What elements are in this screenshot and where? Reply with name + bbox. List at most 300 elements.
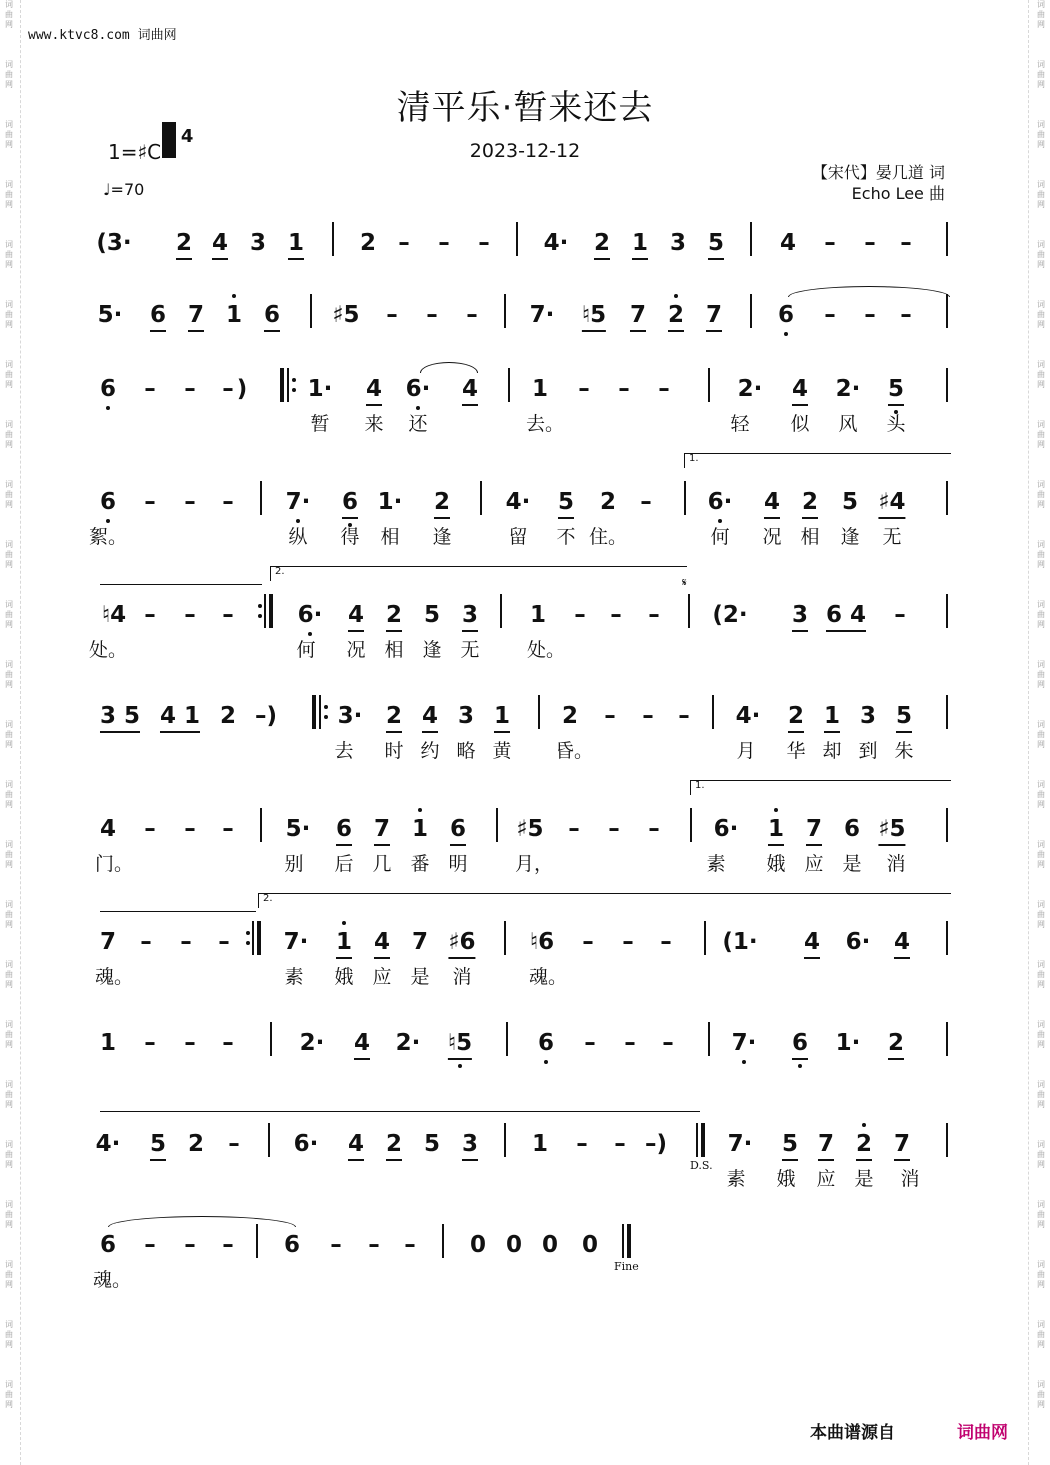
watermark-text: 词 曲 网: [5, 1320, 13, 1349]
lyric-syllable: 魂。: [94, 966, 134, 988]
lyric-syllable: 娥: [334, 966, 354, 988]
note: 7·: [731, 1030, 757, 1056]
lyric-syllable: 门。: [94, 853, 134, 875]
octave-dot-below: [308, 632, 312, 636]
note: –: [144, 1232, 156, 1258]
note: 1: [531, 1131, 549, 1157]
lyric-syllable: 处。: [526, 639, 566, 661]
lyric-syllable: 应: [372, 966, 392, 988]
octave-dot-below: [106, 519, 110, 523]
note: 6: [537, 1030, 555, 1056]
bracket-line: [100, 911, 256, 912]
repeat-dot: [292, 378, 296, 382]
octave-dot-above: [862, 1123, 866, 1127]
lyric-syllable: 番: [410, 853, 430, 875]
watermark-text: 词 曲 网: [1037, 660, 1045, 689]
lyric-syllable: 风: [838, 413, 858, 435]
lyric-syllable: 处。: [88, 639, 128, 661]
right-margin-line: [1028, 0, 1029, 1465]
barline: [504, 294, 506, 328]
barline: [708, 1022, 710, 1056]
barline: [946, 481, 948, 515]
watermark-text: 词 曲 网: [1037, 960, 1045, 989]
note: 2: [386, 1129, 402, 1161]
watermark-text: 词 曲 网: [5, 1380, 13, 1409]
octave-dot-below: [106, 406, 110, 410]
lyric-syllable: 得: [340, 526, 360, 548]
barline: [504, 921, 506, 955]
lyric-syllable: 昏。: [554, 740, 594, 762]
note: 2: [187, 1131, 205, 1157]
note: 3: [462, 1129, 478, 1161]
note: –: [330, 1232, 342, 1258]
note: 2: [599, 489, 617, 515]
lyric-syllable: 不: [556, 526, 576, 548]
octave-dot-below: [718, 519, 722, 523]
note: 4·: [735, 703, 761, 729]
watermark-text: 词 曲 网: [1037, 840, 1045, 869]
note: –: [184, 1232, 196, 1258]
staff-row: [99, 701, 950, 762]
note: 7·: [283, 929, 309, 955]
repeat-dot: [258, 604, 262, 608]
note: –: [608, 816, 620, 842]
watermark-text: 词 曲 网: [5, 780, 13, 809]
watermark-text: 词 曲 网: [1037, 240, 1045, 269]
note: 4: [779, 230, 797, 256]
site-url[interactable]: www.ktvc8.com 词曲网: [28, 28, 177, 43]
note: –: [584, 1030, 596, 1056]
note: 1: [288, 228, 304, 260]
staff-row: [88, 566, 950, 661]
watermark-text: 词 曲 网: [5, 720, 13, 749]
lyricist-credit: 【宋代】晏几道 词: [811, 163, 945, 182]
watermark-text: 词 曲 网: [5, 120, 13, 149]
octave-dot-below: [798, 1064, 802, 1068]
watermark-text: 词 曲 网: [1037, 600, 1045, 629]
watermark-text: 词 曲 网: [5, 1140, 13, 1169]
barline: [332, 222, 334, 256]
note: –: [144, 1030, 156, 1056]
note: 1: [225, 302, 243, 328]
octave-dot-above: [232, 294, 236, 298]
note: 5: [423, 1131, 441, 1157]
barline-thick: [312, 695, 316, 729]
barline: [496, 808, 498, 842]
note: ♯5: [332, 302, 360, 328]
note: 2: [359, 230, 377, 256]
lyric-syllable: 素: [706, 853, 726, 875]
lyric-syllable: 别: [284, 853, 304, 875]
lyric-syllable: 来: [364, 413, 384, 435]
note: 1: [531, 376, 549, 402]
note: ): [236, 376, 248, 402]
barline-thick: [257, 921, 261, 955]
note: –: [438, 230, 450, 256]
lyric-syllable: 絮。: [88, 526, 128, 548]
lyric-syllable: 何: [296, 639, 316, 661]
note: –: [614, 1131, 626, 1157]
note: ♯6: [448, 927, 475, 959]
barline-thin: [264, 594, 266, 628]
octave-dot-above: [418, 808, 422, 812]
watermark-text: 词 曲 网: [1037, 780, 1045, 809]
note: 4: [366, 374, 382, 406]
volta-bracket: [270, 566, 687, 581]
note: –: [642, 703, 654, 729]
note: –: [386, 302, 398, 328]
barline: [712, 695, 714, 729]
note: 6: [99, 489, 117, 515]
staff-row: [96, 228, 950, 268]
barline: [480, 481, 482, 515]
barline: [538, 695, 540, 729]
note: 5: [423, 602, 441, 628]
lyric-syllable: 月: [736, 740, 756, 762]
lyric-syllable: 况: [762, 526, 782, 548]
note: 3: [249, 230, 267, 256]
watermark-text: 词 曲 网: [5, 300, 13, 329]
credits: [812, 162, 945, 204]
note: 5: [708, 228, 724, 260]
lyric-syllable: 是: [854, 1168, 874, 1190]
volta-bracket: [690, 780, 951, 795]
octave-dot-below: [296, 519, 300, 523]
staff-row: [92, 1230, 950, 1291]
note: –: [184, 602, 196, 628]
repeat-dot: [324, 705, 328, 709]
note: –: [568, 816, 580, 842]
note: –: [404, 1232, 416, 1258]
watermark-text: 词 曲 网: [1037, 480, 1045, 509]
watermark-text: 词 曲 网: [5, 840, 13, 869]
lyric-syllable: 纵: [288, 526, 308, 548]
note: 5: [782, 1129, 798, 1161]
note: 6: [342, 487, 358, 519]
note: –: [144, 489, 156, 515]
note: –): [254, 703, 278, 729]
note: 3: [462, 600, 478, 632]
note: 2: [594, 228, 610, 260]
note: 4: [99, 816, 117, 842]
note: 6·: [405, 376, 431, 402]
note: (1·: [722, 929, 758, 955]
volta-number: 2.: [263, 893, 273, 904]
note: –: [222, 1030, 234, 1056]
note: 7: [99, 929, 117, 955]
note: –: [466, 302, 478, 328]
octave-dot-below: [458, 1064, 462, 1068]
lyric-syllable: 几: [372, 853, 392, 875]
barline: [500, 594, 502, 628]
staff-row: [99, 374, 950, 435]
note: –: [144, 602, 156, 628]
note: –: [144, 816, 156, 842]
watermark-text: 词 曲 网: [5, 480, 13, 509]
note: –: [218, 929, 230, 955]
lyric-syllable: 魂。: [528, 966, 568, 988]
barline: [946, 695, 948, 729]
note: 7: [188, 300, 204, 332]
note: 2: [219, 703, 237, 729]
note: –: [648, 602, 660, 628]
score-date: 2023-12-12: [469, 140, 581, 162]
repeat-dot: [292, 388, 296, 392]
note: 4: [374, 927, 390, 959]
note: –: [184, 1030, 196, 1056]
note: –: [228, 1131, 240, 1157]
watermark-text: 词 曲 网: [1037, 900, 1045, 929]
barline: [310, 294, 312, 328]
note: –: [864, 230, 876, 256]
lyric-syllable: 住。: [588, 526, 628, 548]
lyric-syllable: 到: [858, 740, 878, 762]
watermark-text: 词 曲 网: [1037, 1380, 1045, 1409]
watermark-text: 词 曲 网: [1037, 1140, 1045, 1169]
note: 2·: [835, 376, 861, 402]
note: –: [222, 602, 234, 628]
lyric-syllable: 还: [408, 413, 428, 435]
lyric-syllable: 消: [900, 1168, 920, 1190]
footer-source-label: 本曲谱源自: [810, 1423, 895, 1443]
note: 1: [824, 701, 840, 733]
note: 4: [212, 228, 228, 260]
repeat-dot: [246, 941, 250, 945]
note: 3: [457, 703, 475, 729]
note: 1: [336, 927, 352, 959]
barline: [946, 1123, 948, 1157]
barline: [256, 1224, 258, 1258]
lyric-syllable: 头: [886, 413, 906, 435]
note: 6: [264, 300, 280, 332]
note: –: [900, 230, 912, 256]
barline: [442, 1224, 444, 1258]
note: 4: [348, 1129, 364, 1161]
note: –: [184, 376, 196, 402]
lyric-syllable: 无: [460, 639, 480, 661]
note: (3·: [96, 230, 132, 256]
slur: [788, 286, 950, 297]
note: –: [576, 1131, 588, 1157]
staff-row: [94, 780, 950, 875]
watermark-text: 词 曲 网: [5, 360, 13, 389]
composer-credit: Echo Lee 曲: [851, 184, 945, 203]
key-signature: 1=♯C: [108, 140, 162, 164]
barline: [708, 368, 710, 402]
note: –: [222, 816, 234, 842]
watermark-text: 词 曲 网: [5, 960, 13, 989]
barline: [946, 1022, 948, 1056]
song-title: 清平乐·暂来还去: [396, 88, 654, 128]
barline: [260, 808, 262, 842]
note: –: [184, 816, 196, 842]
watermark-text: 词 曲 网: [1037, 540, 1045, 569]
note: –: [140, 929, 152, 955]
note: –: [582, 929, 594, 955]
note: 2·: [299, 1030, 325, 1056]
note: 1·: [835, 1030, 861, 1056]
note: ♯4: [878, 487, 905, 519]
lyric-syllable: 却: [822, 740, 842, 762]
watermark-text: 词 曲 网: [1037, 1020, 1045, 1049]
barline: [260, 481, 262, 515]
volta-bracket: [258, 893, 951, 908]
watermark-text: 词 曲 网: [5, 540, 13, 569]
footer-brand-link[interactable]: 词曲网: [957, 1423, 1008, 1443]
staff-row: [95, 1129, 950, 1190]
lyric-syllable: 素: [284, 966, 304, 988]
note: 7: [706, 300, 722, 332]
segno-mark: 𝄋: [682, 576, 687, 589]
note: 6: [843, 816, 861, 842]
note: 4: [804, 927, 820, 959]
volta-bracket: [684, 453, 951, 468]
note: 2: [434, 487, 450, 519]
note: 4: [354, 1028, 370, 1060]
note: 1·: [377, 489, 403, 515]
note: –: [574, 602, 586, 628]
barline: [268, 1123, 270, 1157]
watermark-text: 词 曲 网: [1037, 1080, 1045, 1109]
lyric-syllable: 消: [452, 966, 472, 988]
note: –: [658, 376, 670, 402]
lyric-syllable: 相: [384, 639, 404, 661]
watermark-text: 词 曲 网: [1037, 1260, 1045, 1289]
note: –: [678, 703, 690, 729]
barline: [506, 1022, 508, 1056]
note: 6 4: [826, 600, 866, 632]
lyric-syllable: 似: [790, 413, 810, 435]
note: –): [644, 1131, 668, 1157]
note: 5·: [285, 816, 311, 842]
barline: [508, 368, 510, 402]
barline: [516, 222, 518, 256]
note: 3 5: [100, 701, 140, 733]
volta-number: 1.: [695, 780, 705, 791]
watermark-text: 词 曲 网: [5, 1020, 13, 1049]
note: –: [184, 489, 196, 515]
note: 7: [894, 1129, 910, 1161]
barline-thin: [287, 368, 289, 402]
note: 6·: [713, 816, 739, 842]
note: 6·: [297, 602, 323, 628]
note: 1: [632, 228, 648, 260]
note: –: [604, 703, 616, 729]
note: –: [398, 230, 410, 256]
note: –: [640, 489, 652, 515]
barline: [946, 808, 948, 842]
note: ♮4: [101, 602, 127, 628]
lyric-syllable: 黄: [492, 740, 512, 762]
volta-number: 1.: [689, 453, 699, 464]
note: –: [824, 230, 836, 256]
lyric-syllable: 华: [786, 740, 806, 762]
watermark-text: 词 曲 网: [1037, 420, 1045, 449]
note: 4·: [95, 1131, 121, 1157]
octave-dot-above: [674, 294, 678, 298]
barline: [946, 594, 948, 628]
note: 6: [336, 814, 352, 846]
barline: [946, 921, 948, 955]
note: 7: [411, 929, 429, 955]
barline: [270, 1022, 272, 1056]
note: ♮5: [448, 1028, 472, 1060]
lyric-syllable: 无: [882, 526, 902, 548]
note: –: [222, 1232, 234, 1258]
lyric-syllable: 是: [842, 853, 862, 875]
note: 4: [792, 374, 808, 406]
note: –: [618, 376, 630, 402]
note: 5·: [97, 302, 123, 328]
note: 0: [541, 1232, 559, 1258]
lyric-syllable: 应: [816, 1168, 836, 1190]
note: 4: [894, 927, 910, 959]
note: 5: [896, 701, 912, 733]
lyric-syllable: 轻: [730, 413, 750, 435]
note: 7·: [285, 489, 311, 515]
watermark-text: 词 曲 网: [5, 1260, 13, 1289]
note: 1: [529, 602, 547, 628]
lyric-syllable: 消: [886, 853, 906, 875]
watermark-text: 词 曲 网: [5, 600, 13, 629]
note: 1: [99, 1030, 117, 1056]
note: 0: [469, 1232, 487, 1258]
watermark-text: 词 曲 网: [5, 0, 13, 29]
watermark-text: 词 曲 网: [5, 900, 13, 929]
watermark-text: 词 曲 网: [5, 60, 13, 89]
watermark-text: 词 曲 网: [5, 420, 13, 449]
note: 2: [561, 703, 579, 729]
barline: [946, 368, 948, 402]
note: 2: [176, 228, 192, 260]
note: 1: [768, 814, 784, 846]
note: ♯5: [878, 814, 905, 846]
lyric-syllable: 娥: [766, 853, 786, 875]
volta-number: 2.: [275, 566, 285, 577]
note: –: [660, 929, 672, 955]
watermark-text: 词 曲 网: [5, 240, 13, 269]
final-barline: [622, 1224, 624, 1258]
note: 1: [494, 701, 510, 733]
lyric-syllable: 是: [410, 966, 430, 988]
ds-mark: D.S.: [690, 1159, 713, 1172]
note: –: [648, 816, 660, 842]
note: 1·: [307, 376, 333, 402]
note: 6: [450, 814, 466, 846]
lyric-syllable: 明: [448, 853, 468, 875]
note: –: [222, 489, 234, 515]
lyric-syllable: 素: [726, 1168, 746, 1190]
octave-dot-below: [416, 406, 420, 410]
note: 2: [386, 701, 402, 733]
note: 0: [581, 1232, 599, 1258]
note: 7·: [727, 1131, 753, 1157]
note: –: [624, 1030, 636, 1056]
lyric-syllable: 相: [800, 526, 820, 548]
note: 4: [422, 701, 438, 733]
repeat-dot: [258, 614, 262, 618]
watermark-text: 词 曲 网: [1037, 120, 1045, 149]
watermark-strip-left: [2, 0, 16, 1465]
note: –: [864, 302, 876, 328]
note: –: [426, 302, 438, 328]
bracket-line: [100, 584, 262, 585]
time-signature: [162, 127, 193, 147]
note: 3: [669, 230, 687, 256]
note: 6: [283, 1232, 301, 1258]
lyric-syllable: 相: [380, 526, 400, 548]
note: –: [824, 302, 836, 328]
